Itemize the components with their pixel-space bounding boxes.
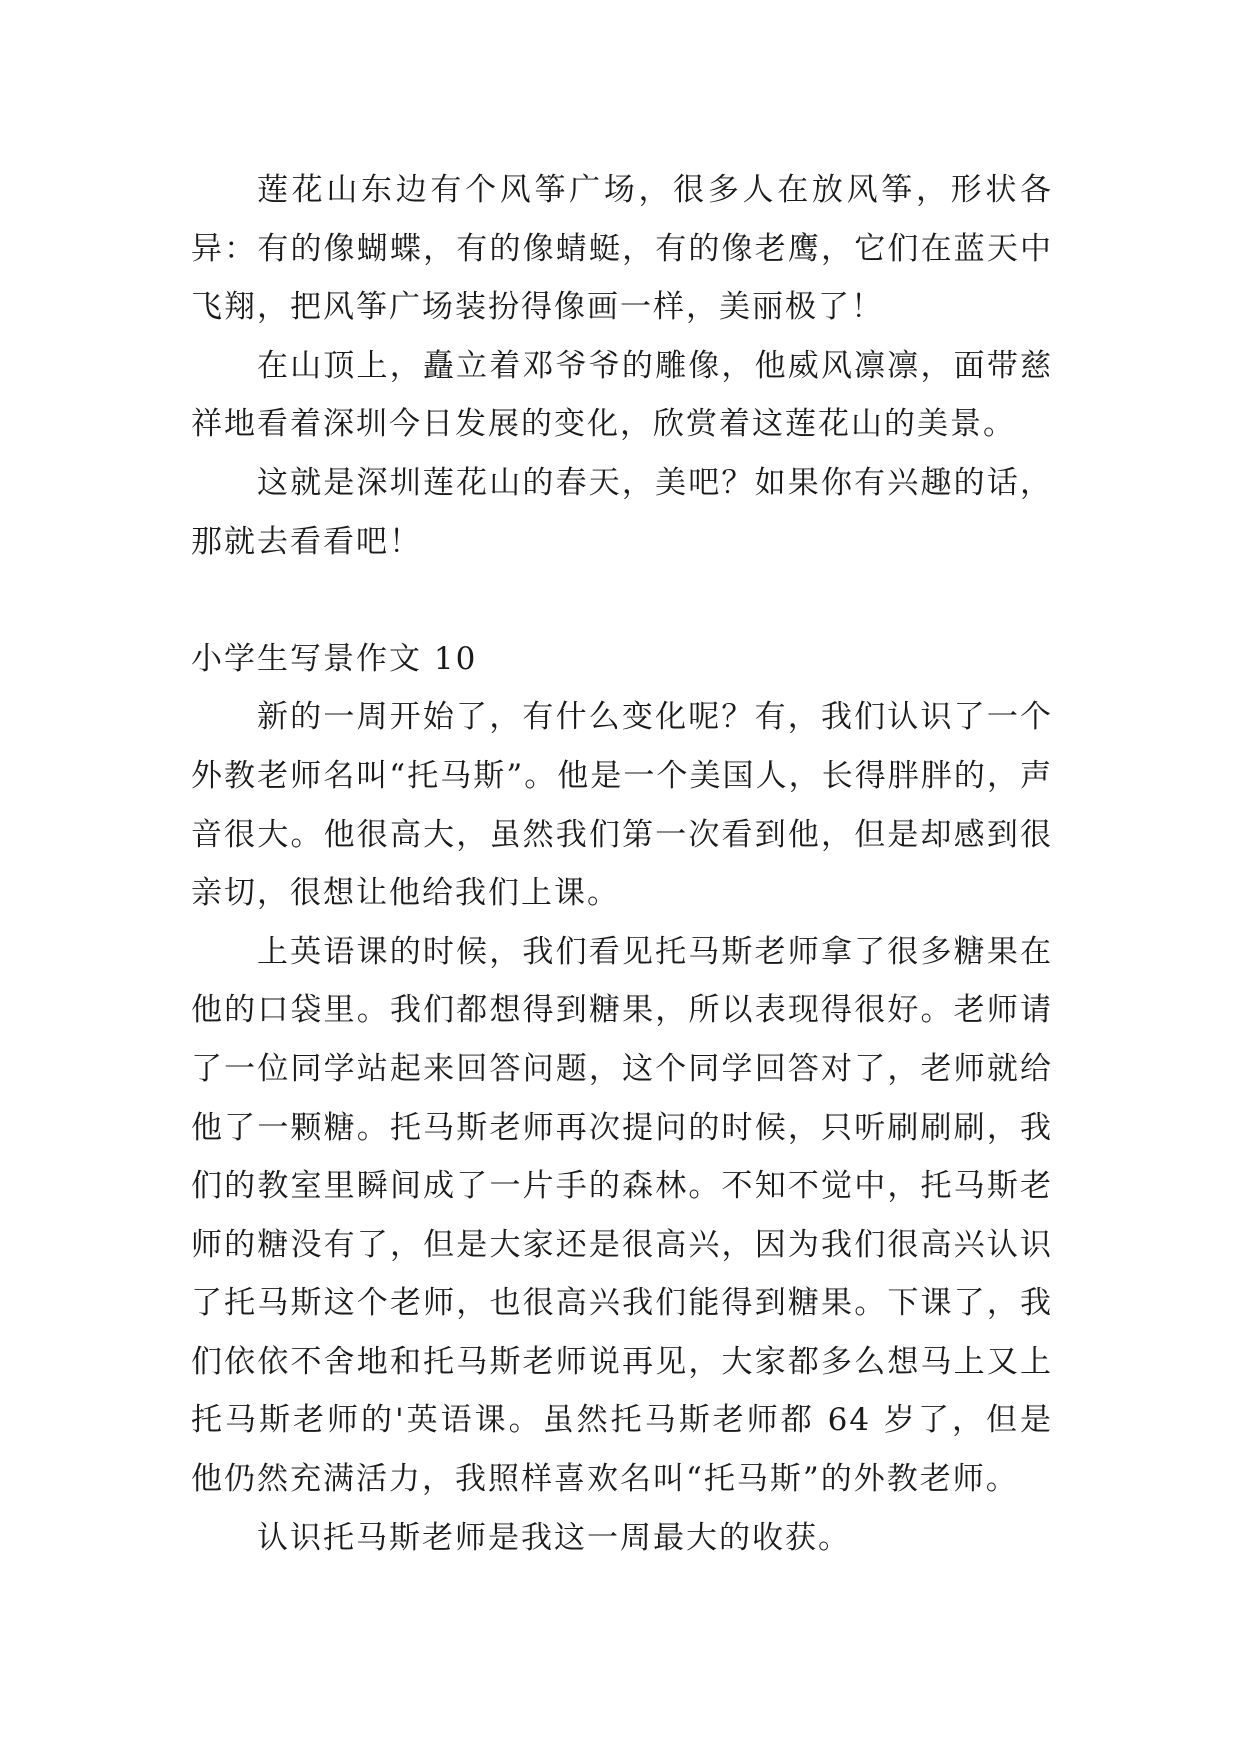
paragraph-kite-square: 莲花山东边有个风筝广场，很多人在放风筝，形状各异：有的像蝴蝶，有的像蜻蜓，有的像老鹰，它们在蓝天中飞翔，把风筝广场装扮得像画一样，美丽极了！ (191, 172, 1053, 326)
paragraph-english-class: 上英语课的时候，我们看见托马斯老师拿了很多糖果在他的口袋里。我们都想得到糖果，所以表现得很好。老师请了一位同学站起来回答问题，这个同学回答对了，老师就给他了一颗糖。托马斯老师再次提问的时候，只听刷刷刷，我们的教室里瞬间成了一片手的森林。不知不觉中，托马斯老师的糖没有了，但是大家还是很高兴，因为我们很高兴认识了托马斯这个老师，也很高兴我们能得到糖果。下课了，我们依依不舍地和托马斯老师说再见，大家都多么想马上又上托马斯老师的'英语课。虽然托马斯老师都 64 岁了，但是他仍然充满活力，我照样喜欢名叫“托马斯”的外教老师。 (191, 933, 1053, 1498)
section-gap (191, 571, 1053, 630)
paragraph-statue: 在山顶上，矗立着邓爷爷的雕像，他威风凛凛，面带慈祥地看着深圳今日发展的变化，欣赏着这莲花山的美景。 (191, 347, 1053, 443)
paragraph-new-week: 新的一周开始了，有什么变化呢？有，我们认识了一个外教老师名叫“托马斯”。他是一个美国人，长得胖胖的，声音很大。他很高大，虽然我们第一次看到他，但是却感到很亲切，很想让他给我们上课。 (191, 699, 1053, 912)
text-column (191, 161, 1053, 1567)
section-title: 小学生写景作文 10 (191, 640, 478, 677)
paragraph-harvest: 认识托马斯老师是我这一周最大的收获。 (257, 1519, 851, 1556)
paragraph-spring: 这就是深圳莲花山的春天，美吧？如果你有兴趣的话，那就去看看吧！ (191, 464, 1053, 560)
